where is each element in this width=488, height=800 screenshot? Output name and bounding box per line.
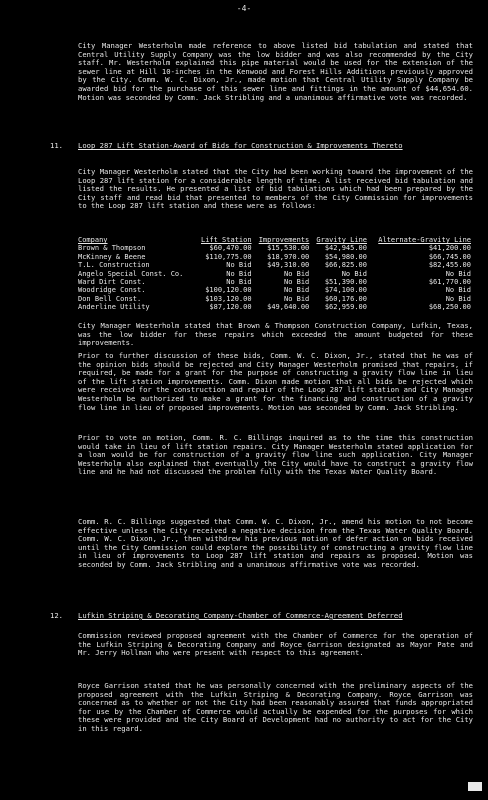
bid-amount-cell: $103,120.00 xyxy=(205,294,252,303)
bid-amount-cell: No Bid xyxy=(283,269,310,278)
bid-table-row xyxy=(78,244,473,252)
page-corner-mark xyxy=(468,782,482,791)
bid-amount-cell: $87,120.00 xyxy=(209,303,252,312)
item-12-number: 12. xyxy=(50,611,63,620)
bid-amount-cell: $51,390.00 xyxy=(324,278,367,287)
bid-amount-cell: $82,455.00 xyxy=(428,261,471,270)
bid-table-row xyxy=(78,253,473,261)
bid-amount-cell: No Bid xyxy=(226,261,252,270)
bid-amount-cell: $60,176.00 xyxy=(324,294,367,303)
bid-amount-cell: $42,945.00 xyxy=(324,244,367,253)
intro-section xyxy=(78,42,473,102)
item-12-para2: Royce Garrison stated that he was personally concerned with the preliminary aspects of the proposed agreement with the Lufkin Striping & Decorating Company. Royce Garrison was concerned as to whether or not the City had been reasonably assured that funds appropriated for use by the Chamber of Commerce would actually be expended for the purposes for which these were provided and the City Board of Development had no authority to act for the City in this regard. xyxy=(78,681,473,733)
bid-amount-cell: $60,470.00 xyxy=(209,244,252,253)
col-lift-station: Lift Station xyxy=(200,236,252,244)
page-number: -4- xyxy=(236,4,252,13)
bid-amount-cell: No Bid xyxy=(226,278,252,287)
bid-company-cell: Woodridge Const. xyxy=(78,286,146,295)
bid-table-header xyxy=(78,236,473,244)
col-improvements: Improvements xyxy=(258,236,310,244)
item-11-section xyxy=(78,142,473,151)
col-gravity-line: Gravity Line xyxy=(316,236,367,244)
bid-table-row xyxy=(78,286,473,294)
bid-amount-cell: $100,120.00 xyxy=(205,286,252,295)
bid-amount-cell: $54,980.00 xyxy=(324,252,367,261)
bid-table-row xyxy=(78,270,473,278)
item-11-paragraph: City Manager Westerholm stated that the City had been working toward the improvement of the Loop 287 lift station for a considerable length of time. A list received bid tabulation and listed the results. He presented a list of bid tabulations which had been prepared by the City staff and read bid that presented to members of the City Commission for improvements to the Loop 287 lift station and these were as follows: xyxy=(78,167,473,211)
item-12-para1-wrap xyxy=(78,632,473,658)
bid-amount-cell: $15,530.00 xyxy=(267,244,310,253)
item-11-number: 11. xyxy=(50,141,63,150)
item-12-section xyxy=(78,612,473,621)
item-11-para5-wrap xyxy=(78,518,473,570)
item-11-para4: Prior to vote on motion, Comm. R. C. Billings inquired as to the time this construction would take in lieu of lift station repairs. City Manager Westerholm stated application for a loan would be for construction of a gravity flow line such application. City Manager Westerholm also explained that eventually the City would have to construct a gravity flow line and he had not discussed the problem fully with the Texas Water Quality Board. xyxy=(78,433,473,477)
bid-amount-cell: No Bid xyxy=(341,269,367,278)
bid-amount-cell: $41,200.00 xyxy=(428,244,471,253)
bid-company-cell: Ward Dirt Const. xyxy=(78,278,146,287)
bid-table-row xyxy=(78,303,473,311)
item-12-heading: Lufkin Striping & Decorating Company-Chamber of Commerce-Agreement Deferred xyxy=(78,611,403,620)
col-company: Company xyxy=(78,236,108,244)
item-12-para1: Commission reviewed proposed agreement with the Chamber of Commerce for the operation of the Lufkin Striping & Decorating Company and Royce Garrison designated as Mayor Pate and Mr. Jerry Hollman who were present with respect to this agreement. xyxy=(78,631,473,658)
bid-amount-cell: No Bid xyxy=(283,294,310,303)
item-11-para3: Prior to further discussion of these bids, Comm. W. C. Dixon, Jr., stated that he was of the opinion bids should be rejected and City Manager Westerholm promised that repairs, if required, be made for a grant for the purpose of constructing a gravity flow line in lieu of the lift station improvements. Comm. Dixon made motion that all bids be rejected which were received for the construction and repair of the Loop 287 lift station and City Manager Westerholm be authorized to make a grant for the financing and construction of a gravity flow line in lieu of proposed improvements. Motion was seconded by Comm. Jack Stribling. xyxy=(78,351,473,412)
bid-amount-cell: No Bid xyxy=(283,278,310,287)
bid-table xyxy=(78,236,473,312)
bid-amount-cell: No Bid xyxy=(226,269,252,278)
bid-company-cell: T.L. Construction xyxy=(78,261,150,270)
item-12-para2-wrap xyxy=(78,682,473,734)
item-11-heading: Loop 287 Lift Station-Award of Bids for Construction & Improvements Thereto xyxy=(78,141,403,150)
bid-amount-cell: $66,745.00 xyxy=(428,252,471,261)
bid-company-cell: Angelo Special Const. Co. xyxy=(78,269,184,278)
bid-amount-cell: $68,250.00 xyxy=(428,303,471,312)
bid-amount-cell: No Bid xyxy=(445,286,471,295)
bid-company-cell: Don Bell Const. xyxy=(78,294,142,303)
bid-company-cell: McKinney & Beene xyxy=(78,252,146,261)
bid-amount-cell: $74,100.00 xyxy=(324,286,367,295)
item-11-body xyxy=(78,168,473,211)
item-11-para2: City Manager Westerholm stated that Brown & Thompson Construction Company, Lufkin, Texas, was the low bidder for these repairs which exceeded the amount budgeted for these improvements. xyxy=(78,321,473,348)
bid-amount-cell: $62,959.00 xyxy=(324,303,367,312)
bid-amount-cell: $49,310.00 xyxy=(267,261,310,270)
bid-table-wrap xyxy=(78,236,473,312)
bid-table-row xyxy=(78,278,473,286)
bid-table-row xyxy=(78,295,473,303)
item-11-para3-wrap xyxy=(78,352,473,412)
bid-company-cell: Anderline Utility xyxy=(78,303,150,312)
item-11-para4-wrap xyxy=(78,434,473,477)
bid-amount-cell: No Bid xyxy=(283,286,310,295)
bid-amount-cell: $110,775.00 xyxy=(205,252,252,261)
bid-amount-cell: No Bid xyxy=(445,269,471,278)
item-11-para5: Comm. R. C. Billings suggested that Comm. W. C. Dixon, Jr., amend his motion to not become effective unless the City received a negative decision from the Texas Water Quality Board. Comm. W. C. Dixon, Jr., then withdrew his previous motion of defer action on bids received until the City Commission could explore the possibility of constructing a gravity flow line in lieu of improvements to Loop 287 lift station and repairs as proposed. Motion was seconded by Comm. Jack Stribling and a unanimous affirmative vote was recorded. xyxy=(78,517,473,569)
intro-paragraph: City Manager Westerholm made reference to above listed bid tabulation and stated that Central Utility Supply Company was the low bidder and was also recommended by the City staff. Mr. Westerholm explained this pipe material would be used for the extension of the sewer line at Hill 10-inches in the Kenwood and Forest Hills Additions previously approved by the City. Comm. W. C. Dixon, Jr., made motion that Central Utility Supply Company be awarded bid for the purchase of this sewer line and fittings in the amount of $44,654.60. Motion was seconded by Comm. Jack Stribling and a unanimous affirmative vote was recorded. xyxy=(78,41,473,102)
bid-amount-cell: $49,640.00 xyxy=(267,303,310,312)
bid-company-cell: Brown & Thompson xyxy=(78,244,146,253)
bid-amount-cell: $18,970.00 xyxy=(267,252,310,261)
item-11-para2-wrap xyxy=(78,322,473,348)
bid-amount-cell: $61,770.00 xyxy=(428,278,471,287)
bid-table-row xyxy=(78,261,473,269)
col-alternate: Alternate-Gravity Line xyxy=(378,236,471,244)
bid-amount-cell: No Bid xyxy=(445,294,471,303)
bid-amount-cell: $66,825.00 xyxy=(324,261,367,270)
